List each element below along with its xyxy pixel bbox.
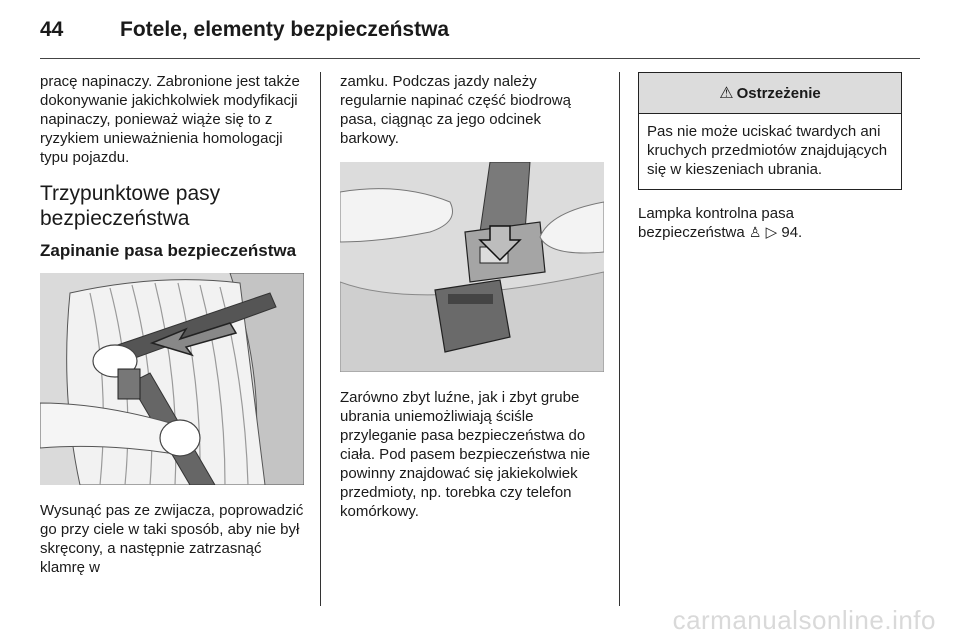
seatbelt-person-icon: ♙	[748, 224, 762, 240]
section-heading: Trzypunktowe pasy bezpieczeństwa	[40, 182, 221, 230]
buckle-insertion-drawing	[340, 162, 604, 372]
column-divider-1	[320, 72, 321, 606]
reference-triangle-icon: ▷	[765, 224, 778, 241]
indicator-lamp-line-1: Lampka kontrolna pasa	[638, 205, 794, 222]
col2-body-text: Zarówno zbyt luźne, jak i zbyt grube ubrania uniemożliwiają ściśle przyleganie pasa bezpieczeństwa do ciała. Pod pasem bezpieczeństwa nie powinny znajdować się jakiekolwiek przedmioty, np. torebka czy telefon komórkowy.	[340, 389, 591, 520]
page-header	[40, 18, 920, 48]
seatbelt-fastening-illustration	[40, 273, 304, 485]
column-2	[340, 72, 604, 521]
col1-caption-text: Wysunąć pas ze zwijacza, poprowadzić go przy ciele w taki sposób, aby nie był skręcony, a następnie zatrzasnąć klamrę w	[40, 502, 304, 576]
subsection-heading: Zapinanie pasa bezpieczeństwa	[40, 241, 297, 260]
header-divider	[40, 58, 920, 59]
warning-body	[639, 114, 901, 189]
column-1	[40, 72, 306, 577]
buckle-insertion-illustration	[340, 162, 604, 372]
watermark: carmanualsonline.info	[672, 605, 936, 635]
col1-intro-text: pracę napinaczy. Zabronione jest także dokonywanie jakichkolwiek modyfikacji napinaczy, ponieważ wiąże się to z ryzykiem unieważnienia homologacji typu pojazdu.	[40, 73, 300, 166]
page-number: 44	[40, 18, 64, 41]
column-divider-2	[619, 72, 620, 606]
warning-header	[639, 73, 901, 114]
column-3	[638, 72, 902, 242]
warning-text: Pas nie może uciskać twardych ani kruchych przedmiotów znajdujących się w kieszeniach ubrania.	[647, 123, 888, 178]
seatbelt-fastening-drawing	[40, 273, 304, 485]
warning-box	[638, 72, 902, 190]
warning-title: Ostrzeżenie	[736, 84, 821, 102]
page-title: Fotele, elementy bezpieczeństwa	[120, 18, 450, 41]
page-reference[interactable]: 94	[781, 224, 799, 241]
indicator-lamp-line-2: bezpieczeństwa	[638, 224, 745, 241]
warning-triangle-icon: ⚠	[719, 85, 734, 102]
col2-intro-text: zamku. Podczas jazdy należy regularnie napinać część biodrową pasa, ciągnąc za jego odcinek barkowy.	[340, 73, 571, 147]
indicator-lamp-text: Lampka kontrolna pasa bezpieczeństwa ♙ ▷ 94.	[638, 205, 803, 241]
